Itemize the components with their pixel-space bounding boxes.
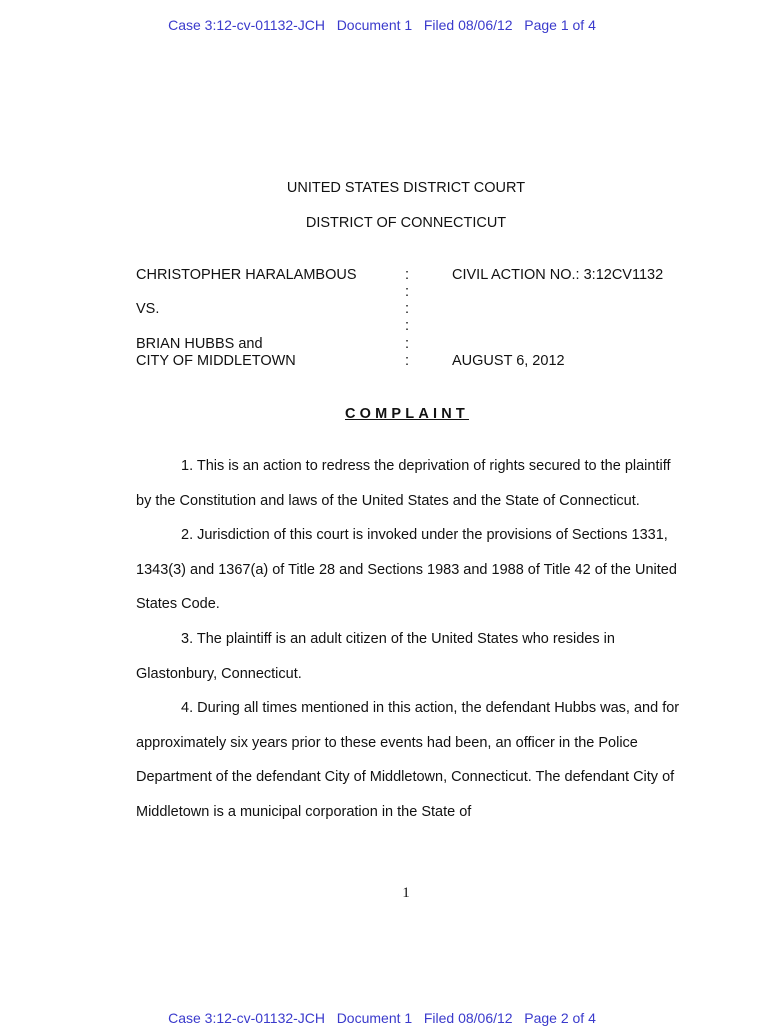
page-number: 1 [402, 885, 410, 901]
complaint-body [136, 449, 681, 830]
caption-colon: : [405, 336, 410, 352]
defendant-line-1: BRIAN HUBBS and [136, 336, 263, 352]
paragraph-2: 2. Jurisdiction of this court is invoked under the provisions of Sections 1331, 1343(3) and 1367(a) of Title 28 and Sections 1983 and 1988 of Title 42 of the United States Code. [136, 527, 677, 613]
document-title: COMPLAINT [345, 406, 469, 422]
plaintiff-name: CHRISTOPHER HARALAMBOUS [136, 267, 357, 283]
caption-colon: : [405, 267, 410, 283]
filing-date: AUGUST 6, 2012 [452, 353, 565, 369]
caption-colon: : [405, 284, 410, 300]
caption-colon: : [405, 301, 410, 317]
caption-colon: : [405, 353, 410, 369]
defendant-line-2: CITY OF MIDDLETOWN [136, 353, 296, 369]
paragraph-4: 4. During all times mentioned in this action, the defendant Hubbs was, and for approximately six years prior to these events had been, an officer in the Police Department of the defendant City of Middletown, Connecticut. The defendant City of Middletown is a municipal corporation in the State of [136, 700, 680, 820]
caption-colon: : [405, 318, 410, 334]
paragraph-1: 1. This is an action to redress the deprivation of rights secured to the plaintiff by the Constitution and laws of the United States and the State of Connecticut. [136, 458, 671, 509]
civil-action-number: CIVIL ACTION NO.: 3:12CV1132 [452, 267, 664, 283]
ecf-header-stamp-top: Case 3:12-cv-01132-JCH Document 1 Filed 08/06/12 Page 1 of 4 [168, 17, 596, 33]
ecf-header-stamp-bottom: Case 3:12-cv-01132-JCH Document 1 Filed 08/06/12 Page 2 of 4 [168, 1010, 596, 1026]
court-district: DISTRICT OF CONNECTICUT [305, 215, 507, 231]
paragraph-3: 3. The plaintiff is an adult citizen of the United States who resides in Glastonbury, Connecticut. [136, 630, 615, 682]
court-name: UNITED STATES DISTRICT COURT [286, 180, 526, 196]
versus-label: VS. [136, 301, 160, 317]
